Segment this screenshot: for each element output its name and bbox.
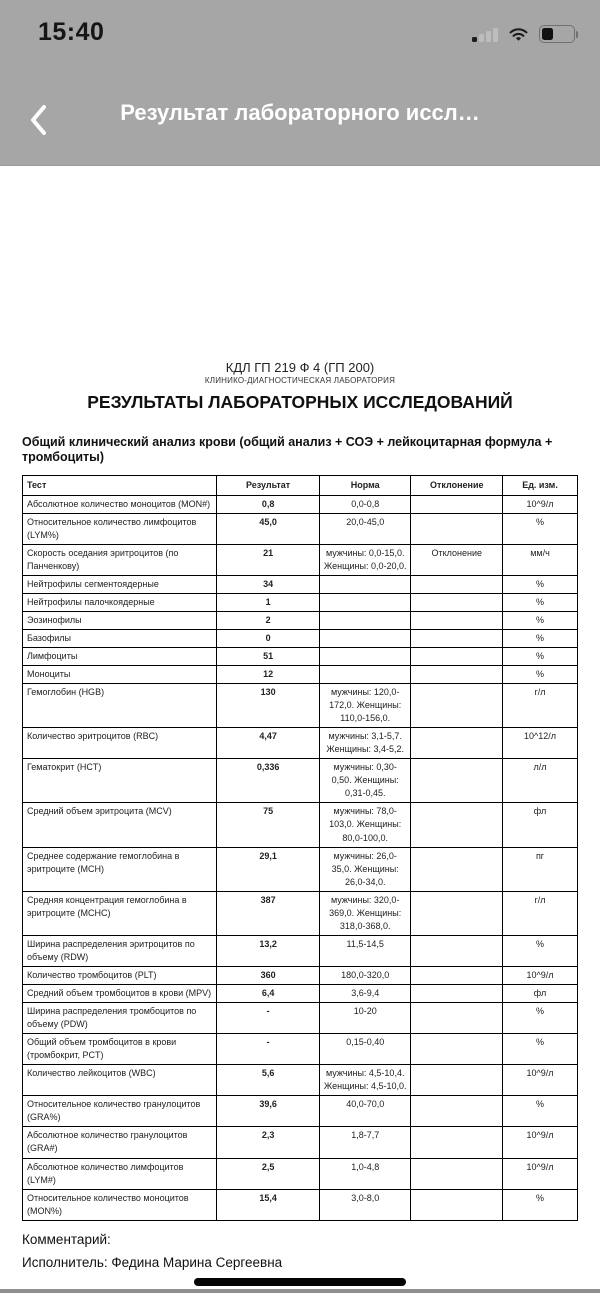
cell-result: 45,0 xyxy=(217,513,320,544)
cell-result: 2,5 xyxy=(217,1158,320,1189)
table-row xyxy=(23,513,578,544)
wifi-icon xyxy=(507,26,530,43)
cell-norm: 3,0-8,0 xyxy=(319,1189,411,1220)
table-row xyxy=(23,1096,578,1127)
cell-unit: % xyxy=(503,666,578,684)
cell-norm: мужчины: 4,5-10,4. Женщины: 4,5-10,0. xyxy=(319,1065,411,1096)
cell-result: 29,1 xyxy=(217,847,320,891)
cell-deviation xyxy=(411,803,503,847)
home-indicator[interactable] xyxy=(194,1278,406,1286)
status-icons xyxy=(472,22,578,46)
cell-deviation xyxy=(411,985,503,1003)
table-row xyxy=(23,847,578,891)
cell-result: 130 xyxy=(217,684,320,728)
table-row xyxy=(23,684,578,728)
cell-test: Средний объем эритроцита (MCV) xyxy=(23,803,217,847)
page-edge-divider xyxy=(0,1289,600,1293)
cell-result: 75 xyxy=(217,803,320,847)
table-row xyxy=(23,1189,578,1220)
table-row xyxy=(23,1158,578,1189)
cell-unit: 10^9/л xyxy=(503,1065,578,1096)
cell-test: Гемоглобин (HGB) xyxy=(23,684,217,728)
cell-test: Моноциты xyxy=(23,666,217,684)
cell-deviation xyxy=(411,728,503,759)
cell-result: 34 xyxy=(217,575,320,593)
cell-norm xyxy=(319,593,411,611)
cell-deviation xyxy=(411,1003,503,1034)
cell-unit: 10^9/л xyxy=(503,966,578,984)
chevron-left-icon xyxy=(29,104,47,136)
cell-norm: мужчины: 0,0-15,0. Женщины: 0,0-20,0. xyxy=(319,544,411,575)
table-row xyxy=(23,935,578,966)
cell-unit: л/л xyxy=(503,759,578,803)
cell-norm xyxy=(319,666,411,684)
cell-unit: 10^9/л xyxy=(503,1158,578,1189)
table-row xyxy=(23,985,578,1003)
cell-deviation xyxy=(411,891,503,935)
report-title: РЕЗУЛЬТАТЫ ЛАБОРАТОРНЫХ ИССЛЕДОВАНИЙ xyxy=(87,392,513,412)
cell-deviation xyxy=(411,1127,503,1158)
cell-deviation xyxy=(411,966,503,984)
cell-norm: 10-20 xyxy=(319,1003,411,1034)
cell-result: 360 xyxy=(217,966,320,984)
cell-norm: 0,0-0,8 xyxy=(319,495,411,513)
cell-norm xyxy=(319,629,411,647)
cell-test: Абсолютное количество гранулоцитов (GRA#) xyxy=(23,1127,217,1158)
cell-unit: % xyxy=(503,647,578,665)
cell-test: Количество лейкоцитов (WBC) xyxy=(23,1065,217,1096)
cell-result: 2,3 xyxy=(217,1127,320,1158)
cell-unit: % xyxy=(503,935,578,966)
cell-deviation xyxy=(411,759,503,803)
cell-norm xyxy=(319,611,411,629)
table-row xyxy=(23,966,578,984)
cell-deviation xyxy=(411,647,503,665)
cell-norm: 20,0-45,0 xyxy=(319,513,411,544)
back-button[interactable] xyxy=(20,98,56,142)
cell-norm: 1,0-4,8 xyxy=(319,1158,411,1189)
cell-test: Средний объем тромбоцитов в крови (MPV) xyxy=(23,985,217,1003)
cell-norm: мужчины: 3,1-5,7. Женщины: 3,4-5,2. xyxy=(319,728,411,759)
table-row xyxy=(23,575,578,593)
cell-test: Нейтрофилы палочкоядерные xyxy=(23,593,217,611)
cell-norm: 11,5-14,5 xyxy=(319,935,411,966)
table-row xyxy=(23,1034,578,1065)
cell-test: Гематокрит (HCT) xyxy=(23,759,217,803)
cell-result: - xyxy=(217,1003,320,1034)
cell-unit: пг xyxy=(503,847,578,891)
cell-unit: % xyxy=(503,611,578,629)
cell-deviation xyxy=(411,666,503,684)
column-header-test: Тест xyxy=(23,475,217,495)
cell-deviation xyxy=(411,593,503,611)
column-header-result: Результат xyxy=(217,475,320,495)
cell-unit: г/л xyxy=(503,684,578,728)
cell-unit: 10^9/л xyxy=(503,1127,578,1158)
cell-unit: мм/ч xyxy=(503,544,578,575)
table-row xyxy=(23,647,578,665)
cell-result: 13,2 xyxy=(217,935,320,966)
cell-unit: % xyxy=(503,629,578,647)
cell-norm: 180,0-320,0 xyxy=(319,966,411,984)
table-row xyxy=(23,629,578,647)
table-row xyxy=(23,803,578,847)
cell-test: Ширина распределения эритроцитов по объему (RDW) xyxy=(23,935,217,966)
cell-unit: 10^9/л xyxy=(503,495,578,513)
lab-report-page xyxy=(0,167,600,1270)
cell-unit: % xyxy=(503,1003,578,1034)
cell-test: Скорость оседания эритроцитов (по Панченкову) xyxy=(23,544,217,575)
cell-norm xyxy=(319,647,411,665)
cell-test: Абсолютное количество лимфоцитов (LYM#) xyxy=(23,1158,217,1189)
cell-result: 39,6 xyxy=(217,1096,320,1127)
cell-norm xyxy=(319,575,411,593)
cell-norm: 0,15-0,40 xyxy=(319,1034,411,1065)
cell-unit: % xyxy=(503,593,578,611)
cell-result: 12 xyxy=(217,666,320,684)
cell-result: 2 xyxy=(217,611,320,629)
cell-norm: 1,8-7,7 xyxy=(319,1127,411,1158)
cell-test: Ширина распределения тромбоцитов по объему (PDW) xyxy=(23,1003,217,1034)
cell-test: Относительное количество гранулоцитов (GRA%) xyxy=(23,1096,217,1127)
battery-icon xyxy=(539,25,579,43)
table-row xyxy=(23,728,578,759)
cell-unit: г/л xyxy=(503,891,578,935)
cell-test: Эозинофилы xyxy=(23,611,217,629)
cell-test: Общий объем тромбоцитов в крови (тромбокрит, PCT) xyxy=(23,1034,217,1065)
cell-deviation xyxy=(411,575,503,593)
cell-deviation xyxy=(411,1158,503,1189)
cell-result: 51 xyxy=(217,647,320,665)
cell-norm: мужчины: 320,0-369,0. Женщины: 318,0-368,0. xyxy=(319,891,411,935)
cell-deviation xyxy=(411,1096,503,1127)
cell-deviation xyxy=(411,1034,503,1065)
cell-result: 4,47 xyxy=(217,728,320,759)
page-title: Результат лабораторного иссл… xyxy=(120,100,480,125)
analysis-title: Общий клинический анализ крови (общий анализ + СОЭ + лейкоцитарная формула + тромбоциты) xyxy=(22,435,553,465)
cell-unit: % xyxy=(503,575,578,593)
org-subtitle: КЛИНИКО-ДИАГНОСТИЧЕСКАЯ ЛАБОРАТОРИЯ xyxy=(204,376,396,385)
column-header-norm: Норма xyxy=(319,475,411,495)
cell-deviation xyxy=(411,1065,503,1096)
cell-result: 15,4 xyxy=(217,1189,320,1220)
top-chrome xyxy=(0,0,600,166)
cell-result: 5,6 xyxy=(217,1065,320,1096)
status-time: 15:40 xyxy=(38,18,105,46)
cell-unit: % xyxy=(503,513,578,544)
org-name: КДЛ ГП 219 Ф 4 (ГП 200) xyxy=(225,360,375,375)
cell-test: Относительное количество лимфоцитов (LYM%) xyxy=(23,513,217,544)
cell-unit: % xyxy=(503,1189,578,1220)
cell-norm: мужчины: 0,30-0,50. Женщины: 0,31-0,45. xyxy=(319,759,411,803)
cell-deviation: Отклонение xyxy=(411,544,503,575)
cell-unit: фл xyxy=(503,985,578,1003)
table-row xyxy=(23,593,578,611)
column-header-unit: Ед. изм. xyxy=(503,475,578,495)
cell-norm: мужчины: 78,0-103,0. Женщины: 80,0-100,0. xyxy=(319,803,411,847)
table-row xyxy=(23,1127,578,1158)
table-row xyxy=(23,1003,578,1034)
cell-test: Количество эритроцитов (RBC) xyxy=(23,728,217,759)
table-row xyxy=(23,544,578,575)
column-header-deviation: Отклонение xyxy=(411,475,503,495)
table-row xyxy=(23,891,578,935)
cell-test: Среднее содержание гемоглобина в эритроците (MCH) xyxy=(23,847,217,891)
comment-label: Комментарий: xyxy=(22,1231,111,1247)
cell-norm: мужчины: 26,0-35,0. Женщины: 26,0-34,0. xyxy=(319,847,411,891)
cell-result: 0,336 xyxy=(217,759,320,803)
cell-result: - xyxy=(217,1034,320,1065)
cell-deviation xyxy=(411,935,503,966)
cellular-signal-icon xyxy=(472,27,498,42)
table-row xyxy=(23,759,578,803)
cell-result: 0 xyxy=(217,629,320,647)
cell-unit: 10^12/л xyxy=(503,728,578,759)
cell-test: Базофилы xyxy=(23,629,217,647)
executor-line: Исполнитель: Федина Марина Сергеевна xyxy=(22,1254,283,1270)
table-row xyxy=(23,666,578,684)
nav-bar xyxy=(0,92,600,148)
cell-unit: фл xyxy=(503,803,578,847)
cell-deviation xyxy=(411,1189,503,1220)
cell-test: Лимфоциты xyxy=(23,647,217,665)
cell-result: 21 xyxy=(217,544,320,575)
cell-deviation xyxy=(411,611,503,629)
cell-norm: 40,0-70,0 xyxy=(319,1096,411,1127)
cell-deviation xyxy=(411,684,503,728)
table-row xyxy=(23,495,578,513)
cell-deviation xyxy=(411,847,503,891)
status-bar xyxy=(0,14,600,54)
cell-deviation xyxy=(411,629,503,647)
cell-test: Относительное количество моноцитов (MON%) xyxy=(23,1189,217,1220)
cell-unit: % xyxy=(503,1034,578,1065)
cell-test: Средняя концентрация гемоглобина в эритроците (MCHC) xyxy=(23,891,217,935)
results-table xyxy=(22,475,578,1221)
cell-test: Нейтрофилы сегментоядерные xyxy=(23,575,217,593)
document-scroll-area[interactable] xyxy=(0,167,600,1298)
cell-test: Количество тромбоцитов (PLT) xyxy=(23,966,217,984)
cell-result: 6,4 xyxy=(217,985,320,1003)
cell-result: 387 xyxy=(217,891,320,935)
cell-deviation xyxy=(411,513,503,544)
cell-result: 1 xyxy=(217,593,320,611)
table-row xyxy=(23,611,578,629)
table-row xyxy=(23,1065,578,1096)
cell-deviation xyxy=(411,495,503,513)
cell-unit: % xyxy=(503,1096,578,1127)
cell-norm: 3,6-9,4 xyxy=(319,985,411,1003)
table-header-row xyxy=(23,475,578,495)
cell-norm: мужчины: 120,0-172,0. Женщины: 110,0-156,0. xyxy=(319,684,411,728)
cell-test: Абсолютное количество моноцитов (MON#) xyxy=(23,495,217,513)
cell-result: 0,8 xyxy=(217,495,320,513)
